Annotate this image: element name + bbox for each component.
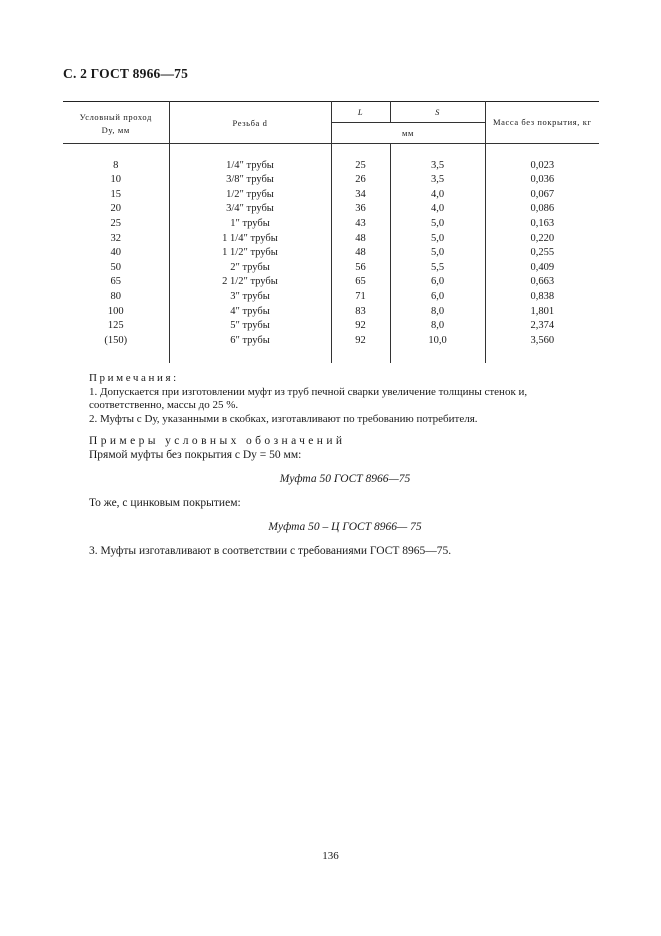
example-line-1: Прямой муфты без покрытия с Dу = 50 мм: <box>89 449 302 461</box>
cell-thread: 3/8″ трубы <box>169 173 331 188</box>
cell-dn: 65 <box>63 275 169 290</box>
cell-L: 25 <box>331 159 390 174</box>
cell-mass: 0,036 <box>530 174 555 186</box>
example-line-2: То же, с цинковым покрытием: <box>89 497 241 509</box>
note-2: 2. Муфты с Dу, указанными в скобках, изготавливают по требованию потребителя. <box>89 412 478 425</box>
table-row <box>63 290 599 305</box>
page-header: С. 2 ГОСТ 8966—75 <box>63 66 189 81</box>
cell-S: 5,0 <box>390 217 485 232</box>
table-row <box>63 188 599 203</box>
col-header-thread: Резьба d <box>169 102 331 144</box>
item-3: 3. Муфты изготавливают в соответствии с требованиями ГОСТ 8965—75. <box>89 545 452 557</box>
cell-dn: 25 <box>63 217 169 232</box>
cell-S: 6,0 <box>390 275 485 290</box>
col-header-mass: Масса без покрытия, кг <box>485 102 599 144</box>
cell-mass: 3,560 <box>530 334 555 346</box>
table-row <box>63 334 599 349</box>
cell-S: 5,5 <box>390 261 485 276</box>
table-row <box>63 275 599 290</box>
col-header-mm: мм <box>331 123 485 144</box>
cell-L: 83 <box>331 305 390 320</box>
cell-thread: 3/4″ трубы <box>169 202 331 217</box>
cell-dn: 50 <box>63 261 169 276</box>
table-row <box>63 305 599 320</box>
cell-L: 92 <box>331 319 390 334</box>
cell-dn: 10 <box>63 173 169 188</box>
cell-L: 34 <box>331 188 390 203</box>
col-header-L: L <box>331 102 390 123</box>
cell-thread: 2 1/2″ трубы <box>169 275 331 290</box>
cell-dn: 100 <box>63 305 169 320</box>
cell-thread: 1/2″ трубы <box>169 188 331 203</box>
table-row <box>63 261 599 276</box>
table-row <box>63 232 599 247</box>
cell-thread: 1 1/4″ трубы <box>169 232 331 247</box>
cell-thread: 6″ трубы <box>169 334 331 349</box>
cell-mass: 0,067 <box>530 188 555 200</box>
notes-block <box>89 372 601 426</box>
cell-dn: 8 <box>63 159 169 174</box>
table-row <box>63 319 599 334</box>
cell-mass: 0,255 <box>530 247 555 259</box>
col-header-S: S <box>390 102 485 123</box>
cell-mass: 0,023 <box>530 159 555 171</box>
cell-thread: 4″ трубы <box>169 305 331 320</box>
cell-L: 48 <box>331 246 390 261</box>
cell-mass: 1,801 <box>530 305 555 317</box>
cell-S: 4,0 <box>390 202 485 217</box>
cell-thread: 1 1/2″ трубы <box>169 246 331 261</box>
cell-L: 56 <box>331 261 390 276</box>
cell-S: 8,0 <box>390 305 485 320</box>
dimensions-table <box>63 101 599 363</box>
cell-L: 26 <box>331 173 390 188</box>
cell-dn: 15 <box>63 188 169 203</box>
cell-L: 65 <box>331 275 390 290</box>
cell-L: 48 <box>331 232 390 247</box>
cell-dn: 32 <box>63 232 169 247</box>
cell-mass: 0,409 <box>530 261 555 273</box>
cell-dn: 20 <box>63 202 169 217</box>
col-header-dn: Условный проход Dу, мм <box>63 102 169 144</box>
cell-thread: 5″ трубы <box>169 319 331 334</box>
cell-dn: (150) <box>63 334 169 349</box>
cell-S: 10,0 <box>390 334 485 349</box>
cell-S: 3,5 <box>390 159 485 174</box>
page-number: 136 <box>322 850 339 862</box>
designation-2: Муфта 50 – Ц ГОСТ 8966— 75 <box>268 521 422 533</box>
cell-L: 71 <box>331 290 390 305</box>
cell-dn: 40 <box>63 246 169 261</box>
designation-1: Муфта 50 ГОСТ 8966—75 <box>279 473 411 485</box>
cell-S: 6,0 <box>390 290 485 305</box>
examples-heading: Примеры условных обозначений <box>89 435 346 447</box>
cell-mass: 0,220 <box>530 232 555 244</box>
table-row <box>63 246 599 261</box>
cell-L: 92 <box>331 334 390 349</box>
cell-S: 5,0 <box>390 246 485 261</box>
table-row <box>63 202 599 217</box>
cell-S: 8,0 <box>390 319 485 334</box>
cell-S: 4,0 <box>390 188 485 203</box>
cell-mass: 0,663 <box>530 276 555 288</box>
notes-heading: Примечания: <box>89 372 179 384</box>
cell-S: 5,0 <box>390 232 485 247</box>
cell-thread: 1/4″ трубы <box>169 159 331 174</box>
cell-dn: 80 <box>63 290 169 305</box>
cell-L: 36 <box>331 202 390 217</box>
table-row <box>63 159 599 174</box>
cell-mass: 0,163 <box>530 217 555 229</box>
examples-block <box>89 434 601 558</box>
table-row <box>63 217 599 232</box>
cell-dn: 125 <box>63 319 169 334</box>
cell-thread: 1″ трубы <box>169 217 331 232</box>
cell-L: 43 <box>331 217 390 232</box>
cell-S: 3,5 <box>390 173 485 188</box>
cell-mass: 2,374 <box>530 320 555 332</box>
table-row <box>63 173 599 188</box>
note-1: 1. Допускается при изготовлении муфт из труб печной сварки увеличение толщины стенок и, соответственно, массы до 25 %. <box>89 385 528 412</box>
cell-mass: 0,086 <box>530 203 555 215</box>
cell-mass: 0,838 <box>530 290 555 302</box>
cell-thread: 3″ трубы <box>169 290 331 305</box>
cell-thread: 2″ трубы <box>169 261 331 276</box>
